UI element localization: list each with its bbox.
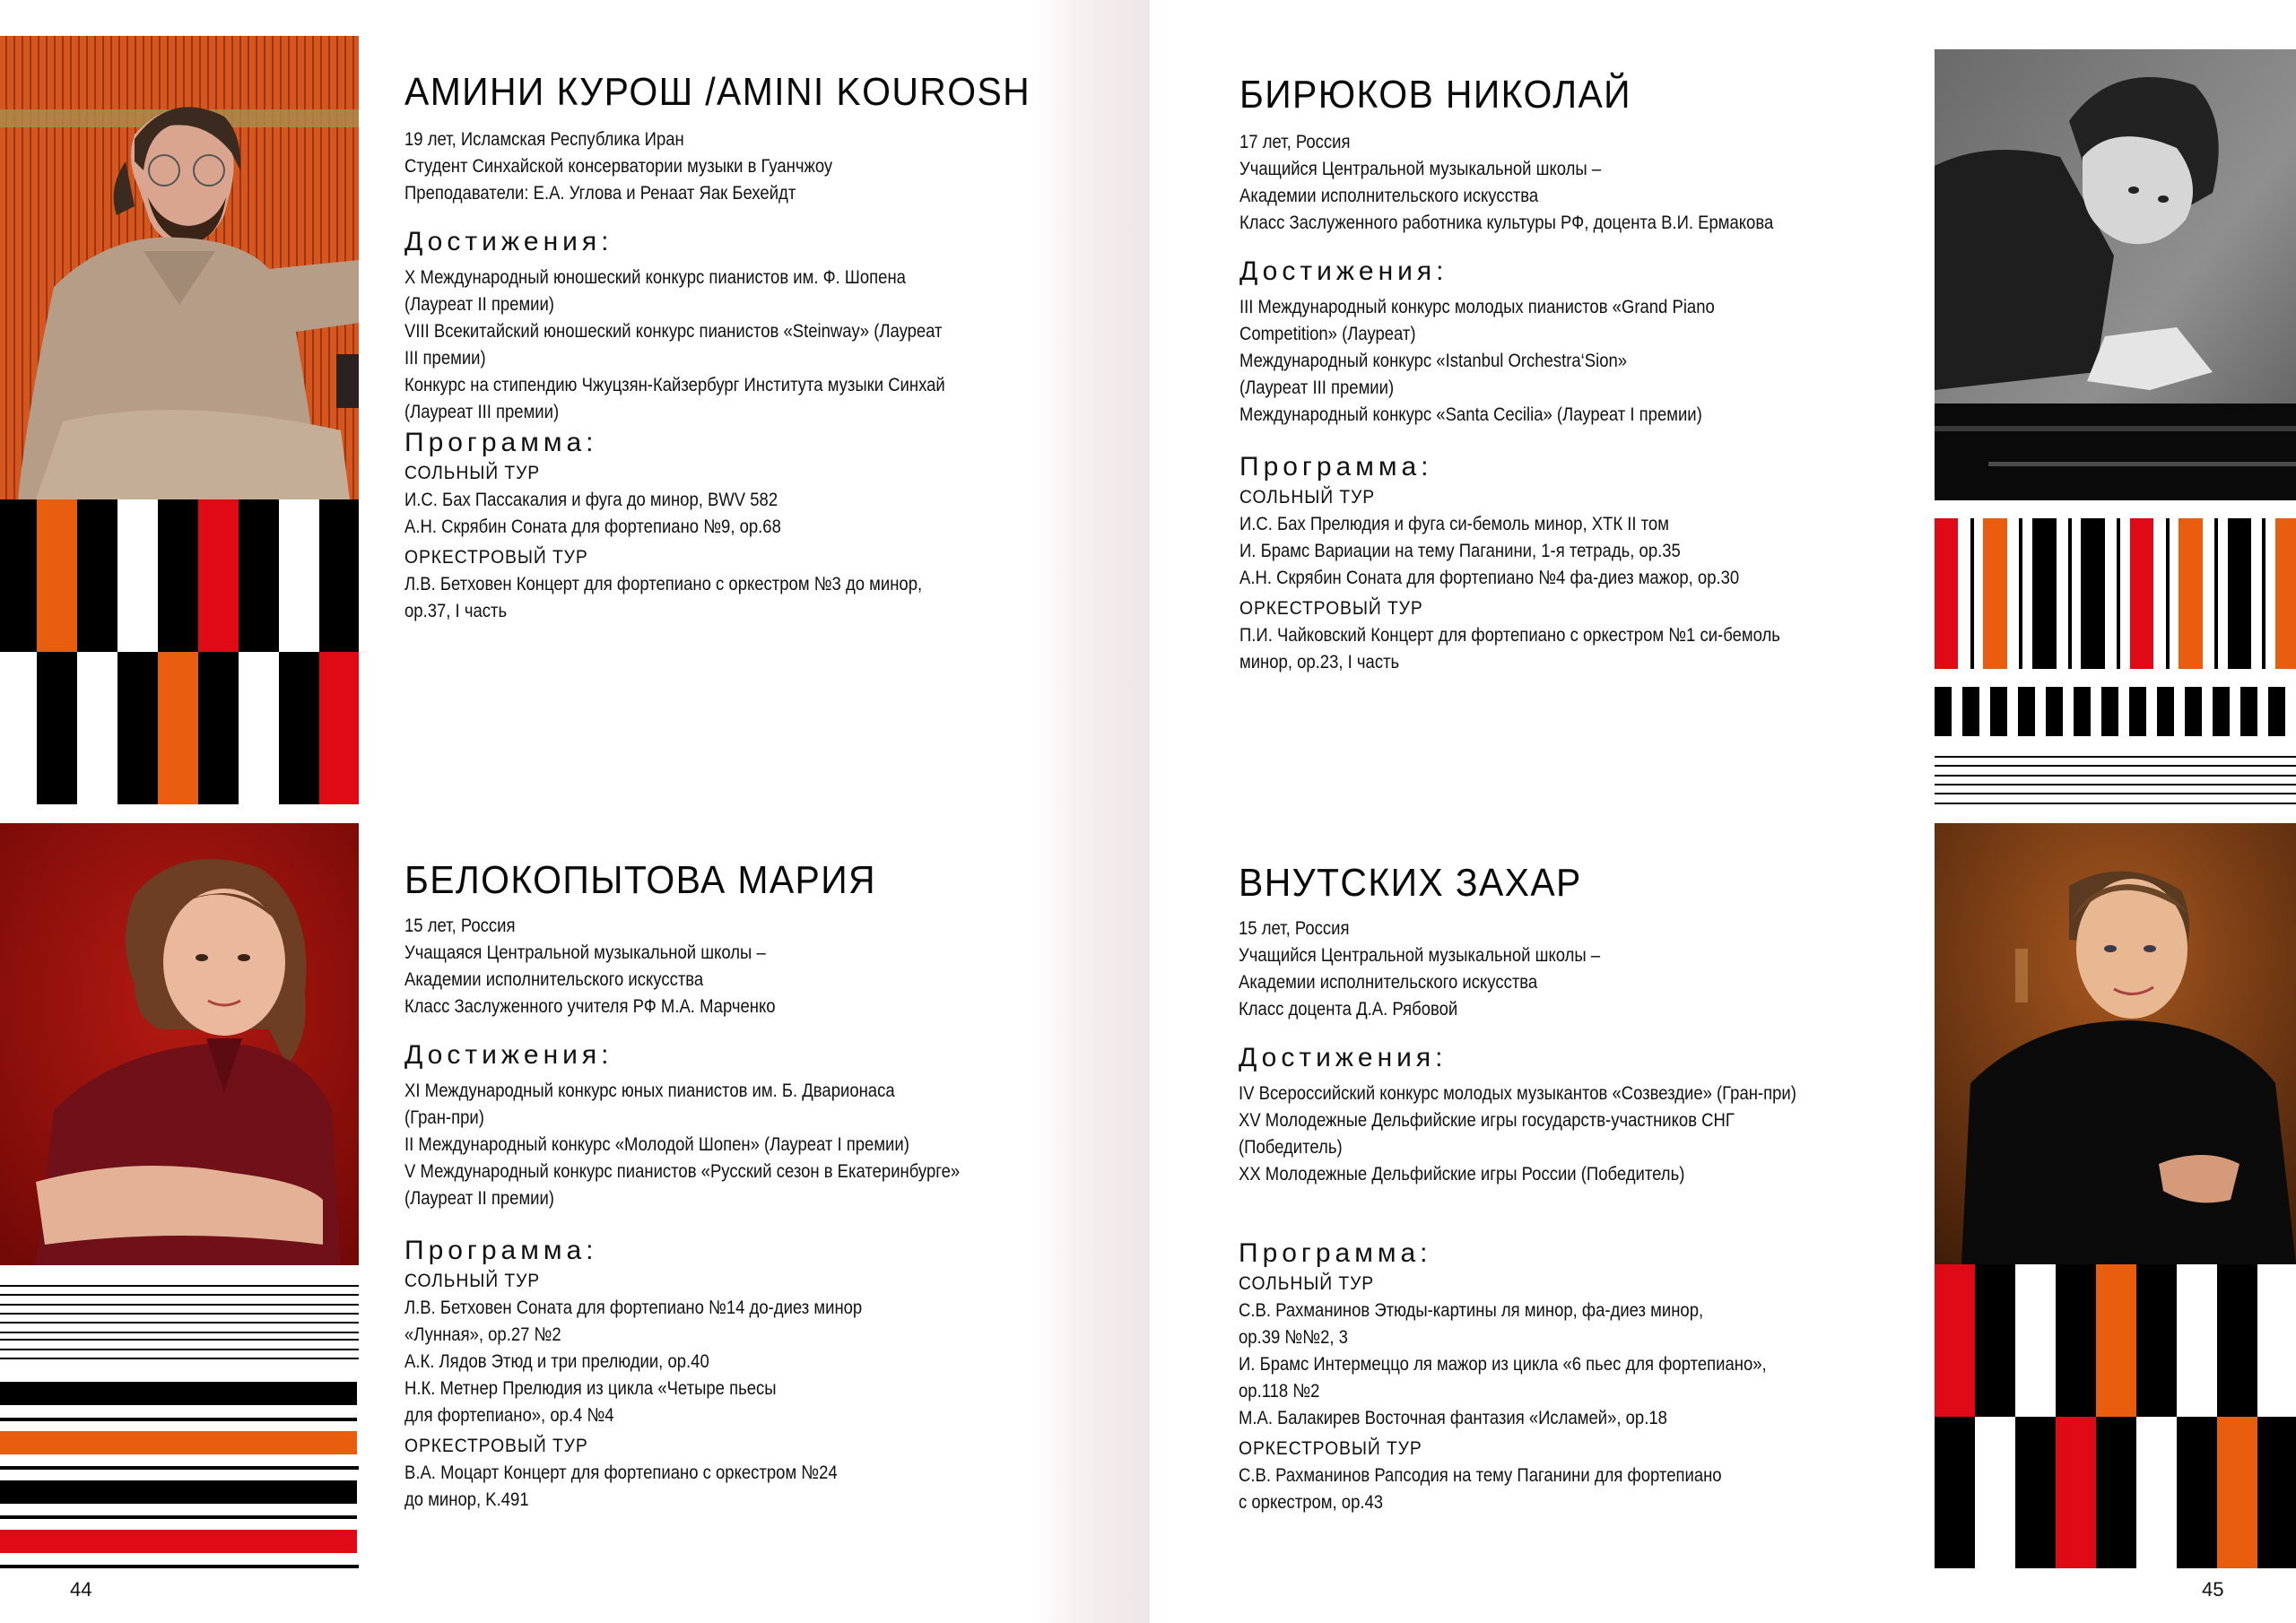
achievements-heading: Достижения: — [1239, 1043, 1448, 1072]
orchestra-round-label: ОРКЕСТРОВЫЙ ТУР — [404, 1435, 588, 1456]
program-heading: Программа: — [1239, 452, 1433, 482]
achievement-line: (Победитель) — [1239, 1136, 1343, 1158]
program-item: ор.118 №2 — [1239, 1380, 1320, 1402]
decorative-pattern-stripes-bottom-left — [0, 1282, 359, 1578]
solo-program-list — [1239, 1297, 1920, 1431]
info-line: Учащийся Центральной музыкальной школы – — [1239, 158, 1602, 179]
achievement-line: V Международный конкурс пианистов «Русский сезон в Екатеринбурге» — [404, 1160, 961, 1182]
page-right — [1150, 0, 2296, 1623]
program-heading: Программа: — [404, 1236, 598, 1265]
achievement-line: Международный конкурс «Istanbul Orchestra‘Sion» — [1239, 350, 1628, 371]
participant-info — [1239, 915, 1920, 1022]
participant-info — [404, 126, 1086, 206]
participant-bio-belokopytova — [404, 858, 1086, 1513]
achievement-line: VIII Всекитайский юношеский конкурс пианистов «Steinway» (Лауреат — [404, 320, 943, 342]
achievement-line: XV Молодежные Дельфийские игры государств-участников СНГ — [1239, 1109, 1735, 1131]
achievement-line: X Международный юношеский конкурс пианистов им. Ф. Шопена — [404, 266, 906, 288]
info-line: Класс Заслуженного учителя РФ М.А. Марченко — [404, 995, 776, 1017]
info-line: Преподаватели: Е.А. Углова и Ренаат Яак Бехейдт — [404, 182, 796, 204]
program-item: С.В. Рахманинов Рапсодия на тему Паганини для фортепиано — [1239, 1464, 1722, 1486]
achievement-line: (Лауреат III премии) — [1239, 377, 1395, 398]
program-item: Л.В. Бетховен Концерт для фортепиано с оркестром №3 до минор, — [404, 573, 923, 595]
solo-program-list — [404, 486, 1086, 540]
info-line: 15 лет, Россия — [1239, 917, 1350, 939]
program-item: С.В. Рахманинов Этюды-картины ля минор, фа-диез минор, — [1239, 1299, 1704, 1321]
orchestra-program-list — [1239, 1462, 1920, 1515]
orchestra-round-label: ОРКЕСТРОВЫЙ ТУР — [1239, 1437, 1422, 1459]
info-line: 17 лет, Россия — [1239, 131, 1351, 152]
program-heading: Программа: — [1239, 1238, 1432, 1268]
achievement-line: II Международный конкурс «Молодой Шопен» (Лауреат I премии) — [404, 1133, 909, 1155]
info-line: 19 лет, Исламская Республика Иран — [404, 128, 684, 150]
achievement-line: Competition» (Лауреат) — [1239, 323, 1416, 344]
solo-round-label: СОЛЬНЫЙ ТУР — [1239, 486, 1376, 508]
program-item: «Лунная», ор.27 №2 — [404, 1324, 561, 1345]
orchestra-program-list — [404, 1459, 1086, 1513]
page-number-right: 45 — [2202, 1578, 2224, 1601]
program-item: для фортепиано», ор.4 №4 — [404, 1404, 614, 1426]
program-item: И. Брамс Интермеццо ля мажор из цикла «6 пьес для фортепиано», — [1239, 1353, 1767, 1375]
achievement-line: XI Международный конкурс юных пианистов им. Б. Дварионаса — [404, 1080, 895, 1101]
participant-name: ВНУТСКИХ ЗАХАР — [1239, 861, 1582, 905]
participant-name: АМИНИ КУРОШ /AMINI KOUROSH — [404, 70, 1031, 114]
achievements-list — [404, 264, 1086, 425]
participant-info — [404, 912, 1086, 1020]
portrait-photo-vnutskikh — [1935, 823, 2296, 1264]
info-line: Учащийся Центральной музыкальной школы – — [1239, 944, 1601, 966]
program-item: до минор, K.491 — [404, 1488, 529, 1510]
info-line: Учащаяся Центральной музыкальной школы – — [404, 942, 766, 963]
orchestra-round-label: ОРКЕСТРОВЫЙ ТУР — [1239, 597, 1423, 619]
participant-name: БЕЛОКОПЫТОВА МАРИЯ — [404, 858, 877, 902]
portrait-photo-amini — [0, 36, 359, 499]
achievements-heading: Достижения: — [1239, 256, 1448, 286]
orchestra-program-list — [1239, 621, 1921, 675]
info-line: Класс Заслуженного работника культуры РФ, доцента В.И. Ермакова — [1239, 212, 1774, 233]
info-line: Студент Синхайской консерватории музыки в Гуанчжоу — [404, 155, 833, 177]
achievement-line: (Лауреат II премии) — [404, 1187, 554, 1209]
program-item: А.Н. Скрябин Соната для фортепиано №9, ор.68 — [404, 516, 781, 537]
participant-bio-amini — [404, 70, 1086, 624]
program-heading: Программа: — [404, 428, 598, 457]
program-item: А.К. Лядов Этюд и три прелюдии, ор.40 — [404, 1350, 709, 1372]
achievement-line: XX Молодежные Дельфийские игры России (Победитель) — [1239, 1163, 1685, 1185]
decorative-pattern-barcode-top-right — [1935, 518, 2296, 805]
program-item: Л.В. Бетховен Соната для фортепиано №14 до-диез минор — [404, 1297, 863, 1318]
achievement-line: Международный конкурс «Santa Cecilia» (Лауреат I премии) — [1239, 404, 1702, 425]
achievement-line: (Гран-при) — [404, 1107, 484, 1128]
info-line: Академии исполнительского искусства — [404, 968, 704, 990]
solo-round-label: СОЛЬНЫЙ ТУР — [404, 1270, 541, 1291]
program-item: ор.37, I часть — [404, 600, 508, 621]
portrait-photo-biryukov — [1935, 49, 2296, 500]
achievements-list — [1239, 293, 1921, 428]
program-item: ор.39 №№2, 3 — [1239, 1326, 1348, 1348]
page-number-left: 44 — [70, 1578, 92, 1601]
program-item: А.Н. Скрябин Соната для фортепиано №4 фа-диез мажор, ор.30 — [1239, 567, 1740, 588]
program-item: И.С. Бах Пассакалия и фуга до минор, BWV 582 — [404, 489, 778, 510]
achievements-heading: Достижения: — [404, 1040, 613, 1070]
achievement-line: III премии) — [404, 347, 486, 369]
achievements-list — [404, 1077, 1086, 1211]
program-item: с оркестром, ор.43 — [1239, 1491, 1384, 1513]
program-item: Н.К. Метнер Прелюдия из цикла «Четыре пьесы — [404, 1377, 777, 1399]
decorative-pattern-checker-bottom-right — [1935, 1264, 2296, 1569]
program-item: М.А. Балакирев Восточная фантазия «Исламей», ор.18 — [1239, 1407, 1667, 1428]
info-line: Академии исполнительского искусства — [1239, 185, 1539, 206]
achievement-line: (Лауреат III премии) — [404, 401, 560, 422]
info-line: Академии исполнительского искусства — [1239, 971, 1538, 993]
achievement-line: IV Всероссийский конкурс молодых музыкантов «Созвездие» (Гран-при) — [1239, 1082, 1796, 1104]
participant-bio-vnutskikh — [1239, 861, 1920, 1515]
decorative-pattern-checker-top-left — [0, 499, 359, 804]
participant-bio-biryukov — [1239, 73, 1921, 675]
achievement-line: (Лауреат II премии) — [404, 293, 554, 315]
achievement-line: III Международный конкурс молодых пианистов «Grand Piano — [1239, 296, 1715, 317]
info-line: Класс доцента Д.А. Рябовой — [1239, 998, 1458, 1020]
solo-program-list — [404, 1294, 1086, 1428]
achievements-heading: Достижения: — [404, 227, 613, 256]
program-item: П.И. Чайковский Концерт для фортепиано с оркестром №1 си-бемоль — [1239, 624, 1780, 646]
program-item: И. Брамс Вариации на тему Паганини, 1-я тетрадь, ор.35 — [1239, 540, 1681, 561]
participant-info — [1239, 128, 1921, 236]
portrait-photo-belokopytova — [0, 823, 359, 1265]
solo-program-list — [1239, 510, 1921, 591]
participant-name: БИРЮКОВ НИКОЛАЙ — [1239, 73, 1631, 117]
achievements-list — [1239, 1080, 1920, 1187]
info-line: 15 лет, Россия — [404, 915, 516, 936]
orchestra-program-list — [404, 570, 1086, 624]
orchestra-round-label: ОРКЕСТРОВЫЙ ТУР — [404, 546, 588, 568]
program-item: И.С. Бах Прелюдия и фуга си-бемоль минор, ХТК II том — [1239, 513, 1669, 534]
program-item: минор, ор.23, I часть — [1239, 651, 1400, 673]
achievement-line: Конкурс на стипендию Чжуцзян-Кайзербург Института музыки Синхай — [404, 374, 945, 395]
solo-round-label: СОЛЬНЫЙ ТУР — [1239, 1272, 1375, 1294]
program-item: В.А. Моцарт Концерт для фортепиано с оркестром №24 — [404, 1462, 838, 1483]
solo-round-label: СОЛЬНЫЙ ТУР — [404, 462, 541, 483]
